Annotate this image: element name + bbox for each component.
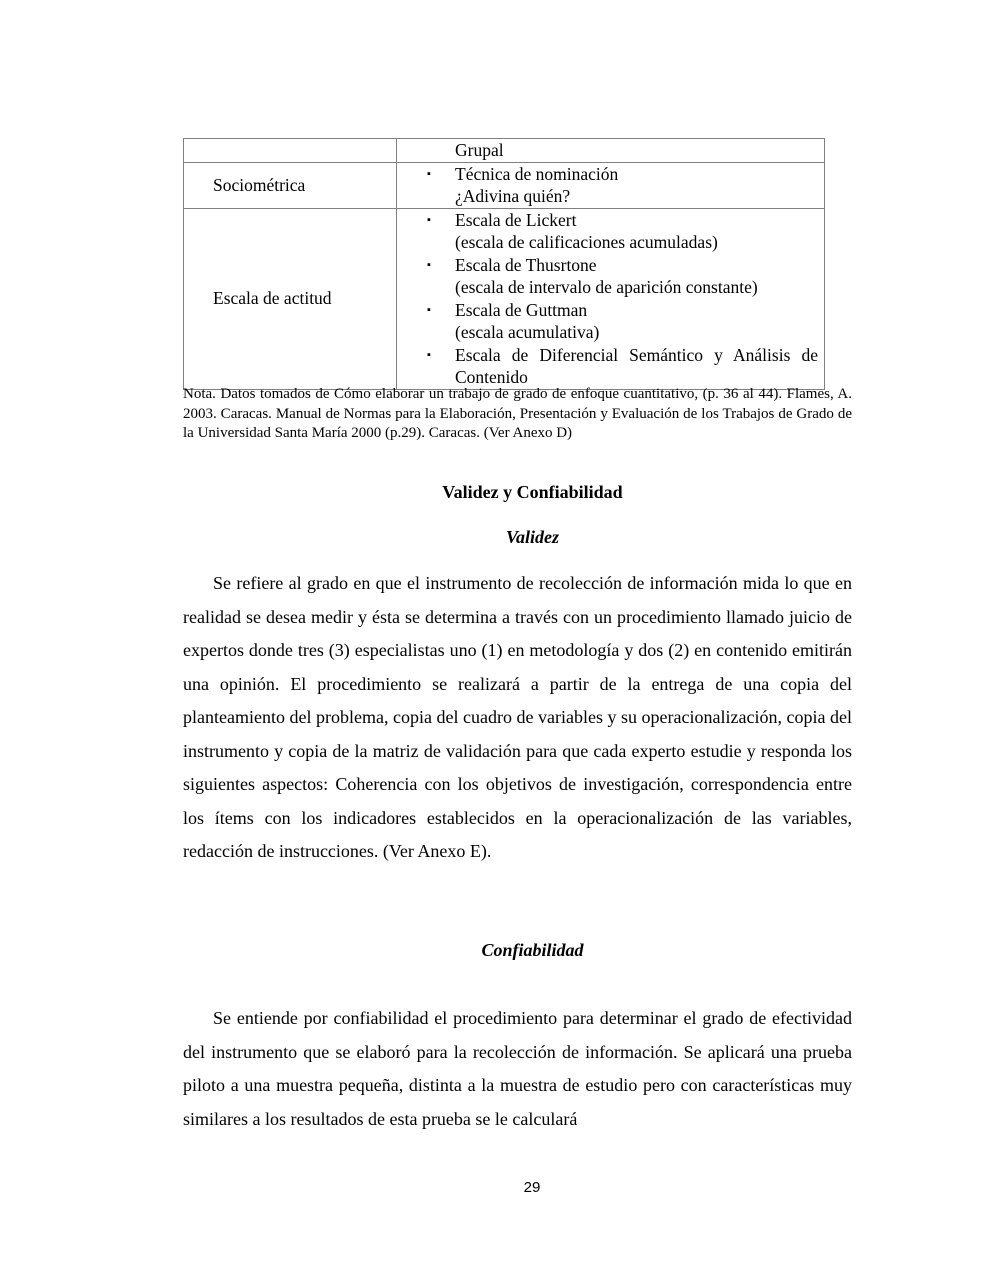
list-item-detail: ¿Adivina quién? [455, 186, 571, 206]
list-item [427, 254, 818, 299]
table-row [184, 139, 825, 163]
page-number: 29 [523, 1179, 541, 1196]
list-item-title: Escala de Diferencial Semántico y Análisis de [455, 344, 818, 365]
list-item [427, 209, 818, 254]
table-cell [397, 162, 825, 208]
list-item-title: Escala de Thusrtone [455, 254, 597, 275]
subsection-heading-confiabilidad: Confiabilidad [481, 940, 584, 960]
table-cell [397, 208, 825, 389]
list-item-title: Escala de Lickert [455, 209, 577, 230]
paragraph-confiabilidad: Se entiende por confiabilidad el procedimiento para determinar el grado de efectividad del instrumento que se elaboró para la recolección de información. Se aplicará una prueba piloto a una muestra pequeña, distinta a la muestra de estudio pero con características muy similares a los resultados de esta prueba se le calculará [183, 1008, 852, 1129]
list-item [427, 163, 818, 208]
list-item-title: Escala de Guttman [455, 299, 588, 320]
list-item [427, 299, 818, 344]
list-item-title: Técnica de nominación [455, 163, 619, 184]
subsection-heading-validez: Validez [505, 527, 559, 547]
table-note: Nota. Datos tomados de Cómo elaborar un trabajo de grado de enfoque cuantitativo, (p. 36 al 44). Flames, A. 2003. Caracas. Manual de Normas para la Elaboración, Presentación y Evaluación de los Trabajos de Grado de la Universidad Santa María 2000 (p.29). Caracas. (Ver Anexo D) [183, 386, 852, 441]
bullet-icon: ▪ [427, 213, 431, 226]
technique-list [427, 163, 818, 208]
instruments-table [183, 138, 825, 390]
bullet-icon: ▪ [427, 348, 431, 361]
bullet-icon: ▪ [427, 258, 431, 271]
list-item-detail: (escala de intervalo de aparición constante) [455, 277, 758, 297]
list-item-detail: (escala de calificaciones acumuladas) [455, 232, 718, 252]
bullet-icon: ▪ [427, 303, 431, 316]
table-row [184, 162, 825, 208]
table-cell [397, 139, 825, 163]
row-label-sociometrica: Sociométrica [184, 162, 397, 208]
bullet-icon: ▪ [427, 167, 431, 180]
list-item-detail: (escala acumulativa) [455, 322, 600, 342]
paragraph-validez: Se refiere al grado en que el instrumento de recolección de información mida lo que en realidad se desea medir y ésta se determina a través con un procedimiento llamado juicio de expertos donde tres (3) especialistas uno (1) en metodología y dos (2) en contenido emitirán una opinión. El procedimiento se realizará a partir de la entrega de una copia del planteamiento del problema, copia del cuadro de variables y su operacionalización, copia del instrumento y copia de la matriz de validación para que cada experto estudie y responda los siguientes aspectos: Coherencia con los objetivos de investigación, correspondencia entre los ítems con los indicadores establecidos en la operacionalización de las variables, redacción de instrucciones. (Ver Anexo E). [183, 573, 852, 861]
technique-list [427, 209, 818, 389]
table-cell [184, 139, 397, 163]
list-item-detail: Contenido [455, 367, 528, 387]
section-heading: Validez y Confiabilidad [442, 482, 623, 502]
row-label-escala-actitud: Escala de actitud [184, 208, 397, 389]
table-row [184, 208, 825, 389]
list-item-continuation: Grupal [455, 140, 504, 160]
list-item [427, 344, 818, 389]
